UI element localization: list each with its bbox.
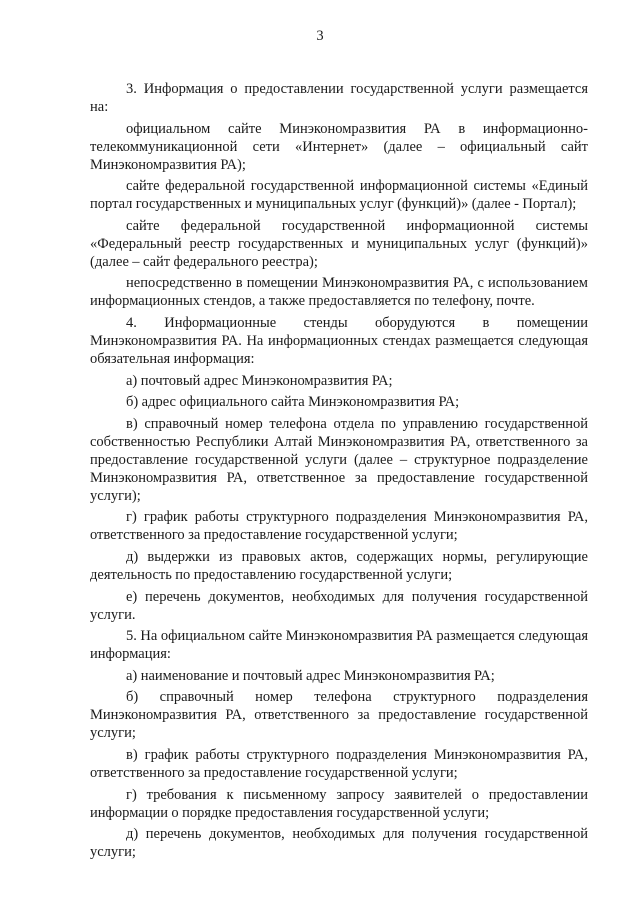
list-item-5v: в) график работы структурного подразделения Минэкономразвития РА, ответственного за предоставление государственной услуги; — [90, 746, 588, 781]
list-item-5b: б) справочный номер телефона структурного подразделения Минэкономразвития РА, ответственного за предоставление государственной услуги; — [90, 689, 588, 742]
list-item-5d: д) перечень документов, необходимых для получения государственной услуги; — [90, 826, 588, 861]
paragraph-3-intro: 3. Информация о предоставлении государственной услуги размещается на: — [90, 81, 588, 115]
paragraph-4-stands: 4. Информационные стенды оборудуются в помещении Минэкономразвития РА. На информационных стендах размещается следующая обязательная информация: — [90, 314, 588, 367]
document-body — [90, 80, 588, 865]
paragraph-official-site: официальном сайте Минэкономразвития РА в информационно-телекоммуникационной сети «Интернет» (далее – официальный сайт Минэкономразвития РА); — [90, 120, 588, 173]
list-item-5a: а) наименование и почтовый адрес Минэкономразвития РА; — [126, 667, 495, 684]
list-item-4a: а) почтовый адрес Минэкономразвития РА; — [126, 372, 393, 389]
paragraph-premises: непосредственно в помещении Минэкономразвития РА, с использованием информационных стендов, а также предоставляется по телефону, почте. — [90, 275, 588, 310]
list-item-5g: г) требования к письменному запросу заявителей о предоставлении информации о порядке предоставления государственной услуги; — [90, 786, 588, 821]
list-item-4d: д) выдержки из правовых актов, содержащих нормы, регулирующие деятельность по предоставлению государственной услуги; — [90, 548, 588, 583]
list-item-4g: г) график работы структурного подразделения Минэкономразвития РА, ответственного за предоставление государственной услуги; — [90, 509, 588, 544]
paragraph-5-website: 5. На официальном сайте Минэкономразвития РА размещается следующая информация: — [90, 628, 588, 663]
page-number: 3 — [316, 28, 324, 44]
paragraph-federal-registry: сайте федеральной государственной информационной системы «Федеральный реестр государственных и муниципальных услуг (функций)» (далее – сайт федерального реестра); — [90, 217, 588, 270]
list-item-4e: е) перечень документов, необходимых для получения государственной услуги. — [90, 588, 588, 623]
list-item-4v: в) справочный номер телефона отдела по управлению государственной собственностью Республики Алтай Минэкономразвития РА, ответственного за предоставление государственной услуги (далее – структурное подразделение Минэкономразвития РА, ответственное за предоставление государственной услуги); — [90, 415, 588, 504]
list-item-4b: б) адрес официального сайта Минэкономразвития РА; — [126, 394, 460, 411]
paragraph-portal: сайте федеральной государственной информационной системы «Единый портал государственных и муниципальных услуг (функций)» (далее - Портал); — [90, 178, 588, 213]
